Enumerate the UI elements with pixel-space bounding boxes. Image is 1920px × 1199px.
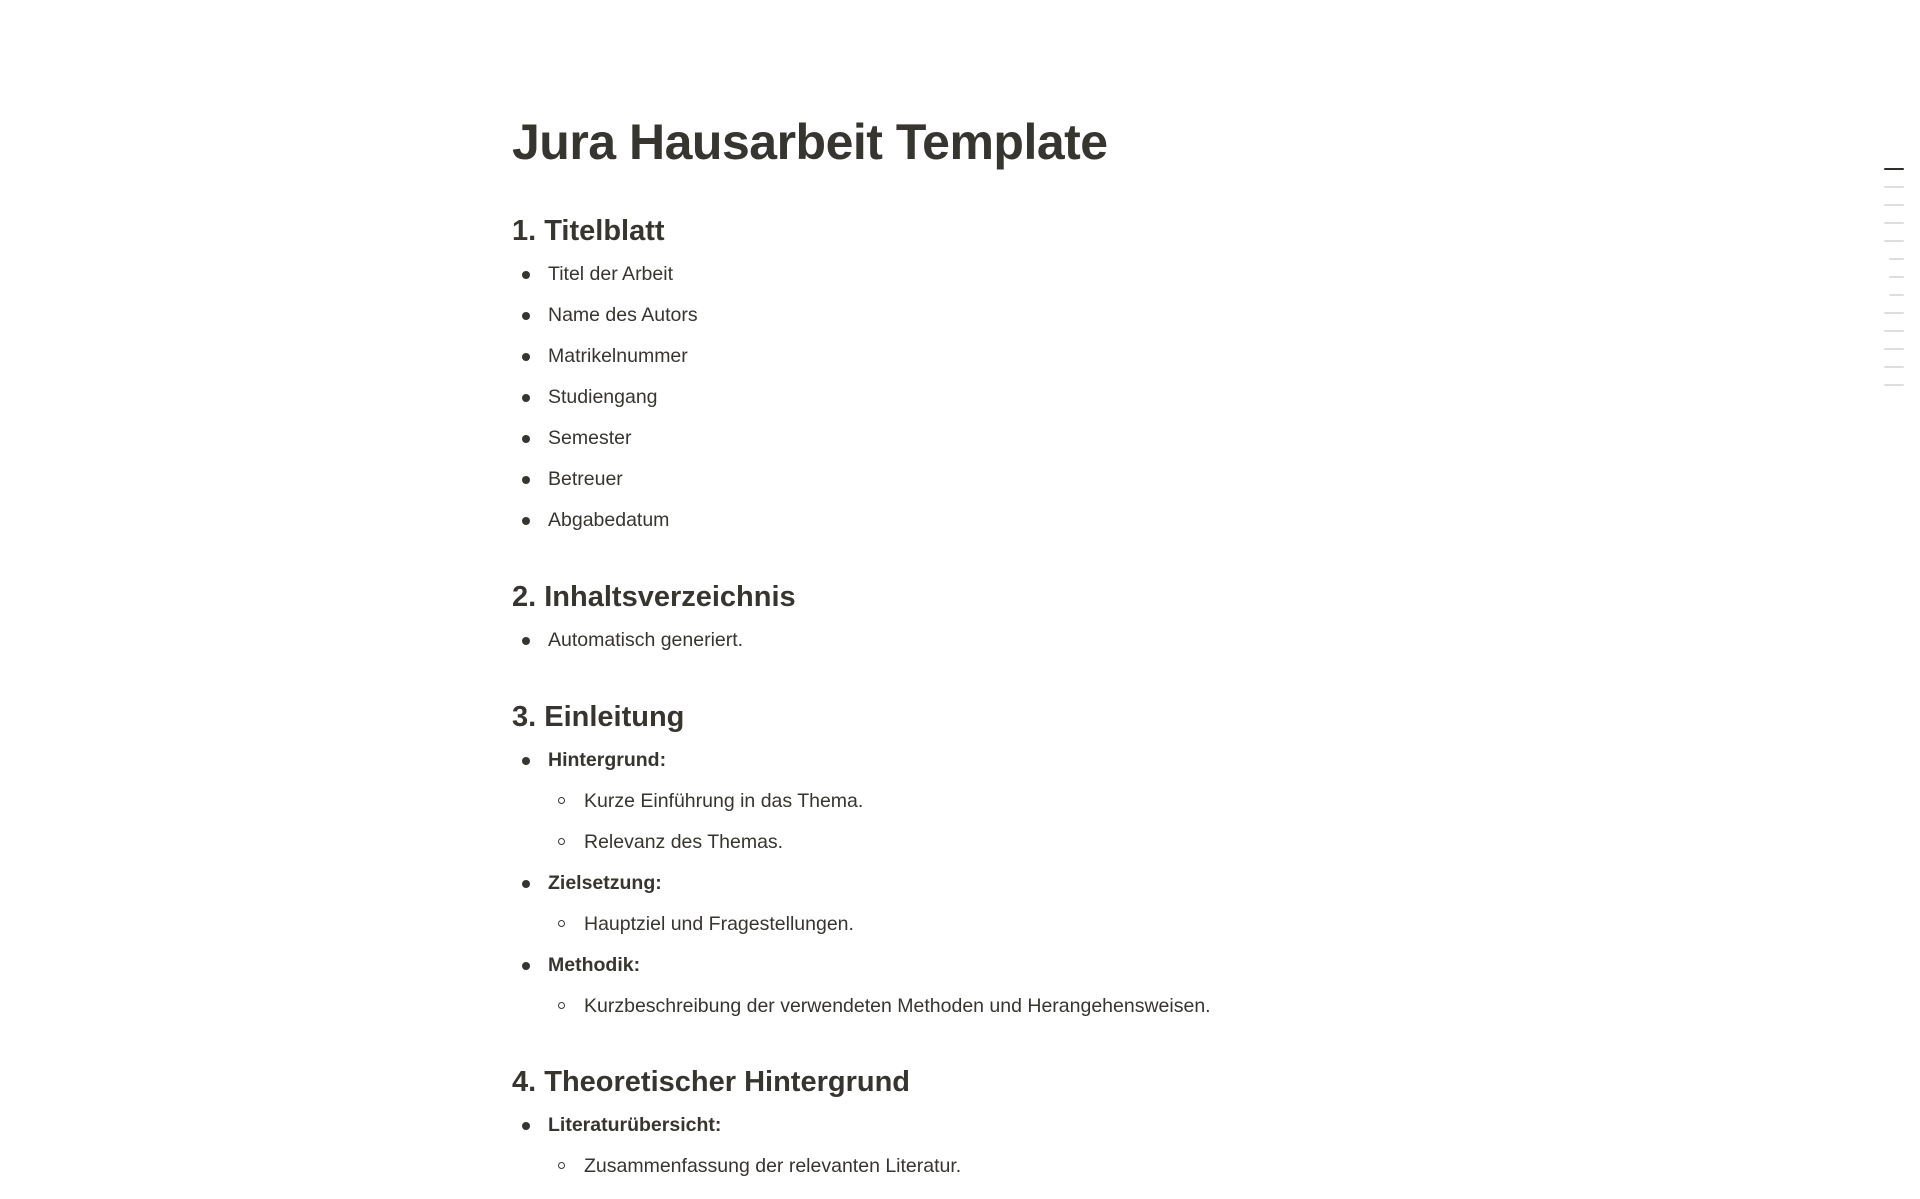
section-theoretischer-hintergrund bbox=[512, 1062, 1412, 1187]
list-item-text: Relevanz des Themas. bbox=[584, 831, 784, 853]
bullet-list bbox=[512, 1105, 1412, 1187]
list-item-text: Titel der Arbeit bbox=[548, 263, 673, 285]
list-item-label-bold: Zielsetzung: bbox=[548, 872, 662, 894]
list-item-text: Semester bbox=[548, 427, 632, 449]
bullet-list bbox=[512, 254, 1412, 541]
bullet-icon bbox=[522, 517, 530, 525]
list-item[interactable] bbox=[512, 740, 1412, 863]
list-item[interactable] bbox=[512, 254, 1412, 295]
list-item[interactable] bbox=[512, 336, 1412, 377]
section-heading[interactable]: 2. Inhaltsverzeichnis bbox=[512, 581, 796, 613]
list-item-text: Zusammenfassung der relevanten Literatur. bbox=[584, 1155, 962, 1177]
toc-mark[interactable] bbox=[1884, 222, 1904, 224]
hollow-bullet-icon bbox=[558, 838, 565, 845]
list-item-text: Kurze Einführung in das Thema. bbox=[584, 790, 864, 812]
bullet-icon bbox=[522, 271, 530, 279]
bullet-icon bbox=[522, 757, 530, 765]
list-item-text: Hauptziel und Fragestellungen. bbox=[584, 913, 854, 935]
toc-mark[interactable] bbox=[1884, 330, 1904, 332]
nested-list bbox=[548, 986, 1412, 1027]
bullet-icon bbox=[522, 880, 530, 888]
list-item[interactable] bbox=[512, 377, 1412, 418]
list-item-label-bold: Literaturübersicht: bbox=[548, 1114, 722, 1136]
list-item-text: Abgabedatum bbox=[548, 509, 670, 531]
list-item[interactable] bbox=[512, 500, 1412, 541]
hollow-bullet-icon bbox=[558, 1002, 565, 1009]
section-heading[interactable]: 4. Theoretischer Hintergrund bbox=[512, 1066, 911, 1098]
bullet-icon bbox=[522, 435, 530, 443]
bullet-icon bbox=[522, 312, 530, 320]
list-item-text: Kurzbeschreibung der verwendeten Methoden und Herangehensweisen. bbox=[584, 995, 1211, 1017]
list-item-text: Automatisch generiert. bbox=[548, 629, 744, 651]
section-einleitung bbox=[512, 697, 1412, 1027]
bullet-icon bbox=[522, 353, 530, 361]
toc-mark[interactable] bbox=[1884, 204, 1904, 206]
list-item[interactable] bbox=[512, 945, 1412, 1027]
toc-mark[interactable] bbox=[1884, 240, 1904, 242]
section-heading[interactable]: 1. Titelblatt bbox=[512, 215, 665, 247]
toc-mark-indented[interactable] bbox=[1889, 276, 1904, 278]
list-item[interactable] bbox=[512, 295, 1412, 336]
bullet-icon bbox=[522, 1122, 530, 1130]
nested-list-item[interactable] bbox=[548, 781, 1412, 822]
bullet-icon bbox=[522, 637, 530, 645]
bullet-icon bbox=[522, 476, 530, 484]
hollow-bullet-icon bbox=[558, 1162, 565, 1169]
nested-list-item[interactable] bbox=[548, 986, 1412, 1027]
hollow-bullet-icon bbox=[558, 920, 565, 927]
toc-mark[interactable] bbox=[1884, 366, 1904, 368]
list-item[interactable] bbox=[512, 418, 1412, 459]
list-item-text: Name des Autors bbox=[548, 304, 698, 326]
list-item-text: Betreuer bbox=[548, 468, 623, 490]
list-item-label-bold: Hintergrund: bbox=[548, 749, 667, 771]
section-titelblatt bbox=[512, 211, 1412, 541]
bullet-icon bbox=[522, 962, 530, 970]
hollow-bullet-icon bbox=[558, 797, 565, 804]
list-item-label-bold: Methodik: bbox=[548, 954, 641, 976]
toc-mark[interactable] bbox=[1884, 384, 1904, 386]
nested-list-item[interactable] bbox=[548, 822, 1412, 863]
bullet-list bbox=[512, 740, 1412, 1027]
list-item-text: Studiengang bbox=[548, 386, 658, 408]
toc-mark[interactable] bbox=[1884, 186, 1904, 188]
list-item[interactable] bbox=[512, 1105, 1412, 1187]
toc-mark-indented[interactable] bbox=[1889, 294, 1904, 296]
toc-mark[interactable] bbox=[1884, 348, 1904, 350]
page-title[interactable]: Jura Hausarbeit Template bbox=[512, 114, 1108, 170]
nested-list bbox=[548, 781, 1412, 863]
bullet-list bbox=[512, 620, 1412, 661]
nested-list-item[interactable] bbox=[548, 1146, 1412, 1187]
toc-mark-active[interactable] bbox=[1884, 168, 1904, 170]
bullet-icon bbox=[522, 394, 530, 402]
list-item[interactable] bbox=[512, 620, 1412, 661]
nested-list bbox=[548, 904, 1412, 945]
nested-list-item[interactable] bbox=[548, 904, 1412, 945]
toc-mark-indented[interactable] bbox=[1889, 258, 1904, 260]
list-item[interactable] bbox=[512, 459, 1412, 500]
list-item-text: Matrikelnummer bbox=[548, 345, 688, 367]
section-inhaltsverzeichnis bbox=[512, 577, 1412, 661]
list-item[interactable] bbox=[512, 863, 1412, 945]
section-heading[interactable]: 3. Einleitung bbox=[512, 701, 685, 733]
nested-list bbox=[548, 1146, 1412, 1187]
toc-mark[interactable] bbox=[1884, 312, 1904, 314]
